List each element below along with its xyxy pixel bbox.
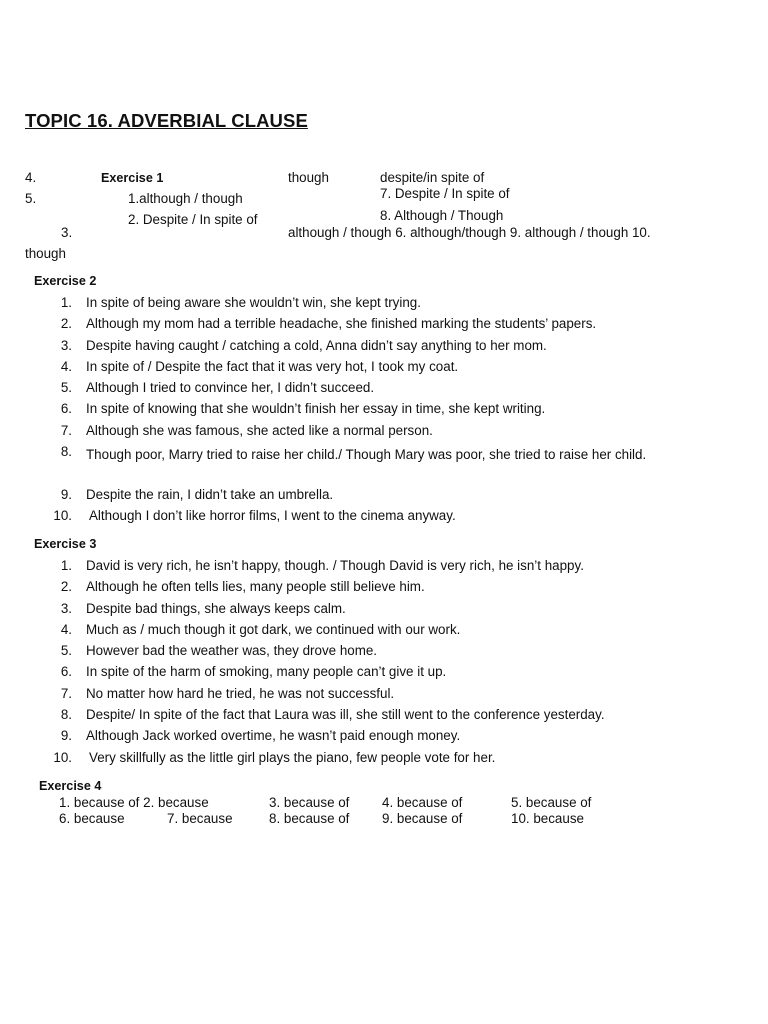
page-title: TOPIC 16. ADVERBIAL CLAUSE <box>25 110 308 131</box>
ex4-answer: 1. because of 2. because <box>59 795 209 810</box>
ex1-answer-7: 7. Despite / In spite of <box>380 186 510 201</box>
ex1-answer-line: although / though 6. although/though 9. although / though 10. <box>288 225 651 240</box>
ex1-col-though: though <box>288 170 329 185</box>
exercise-4-heading: Exercise 4 <box>39 779 102 793</box>
ex1-answer-2: 2. Despite / In spite of <box>128 212 258 227</box>
ex4-answer: 10. because <box>511 811 584 826</box>
exercise-1-heading: Exercise 1 <box>101 171 164 185</box>
ex1-number-3: 3. <box>61 225 73 240</box>
ex4-answer: 5. because of <box>511 795 592 810</box>
ex1-number-4: 4. <box>25 170 37 185</box>
exercise-2-heading: Exercise 2 <box>34 274 97 288</box>
ex1-answer-1: 1.although / though <box>128 191 243 206</box>
ex4-answer: 8. because of <box>269 811 350 826</box>
ex1-col-despite: despite/in spite of <box>380 170 485 185</box>
ex4-answer: 3. because of <box>269 795 350 810</box>
ex1-number-5: 5. <box>25 191 37 206</box>
ex4-answer: 7. because <box>167 811 233 826</box>
ex1-answer-8: 8. Although / Though <box>380 208 504 223</box>
exercise-3-heading: Exercise 3 <box>34 537 97 551</box>
ex4-answer: 6. because <box>59 811 125 826</box>
ex4-answer: 9. because of <box>382 811 463 826</box>
ex4-answer: 4. because of <box>382 795 463 810</box>
ex1-word-though: though <box>25 246 66 261</box>
